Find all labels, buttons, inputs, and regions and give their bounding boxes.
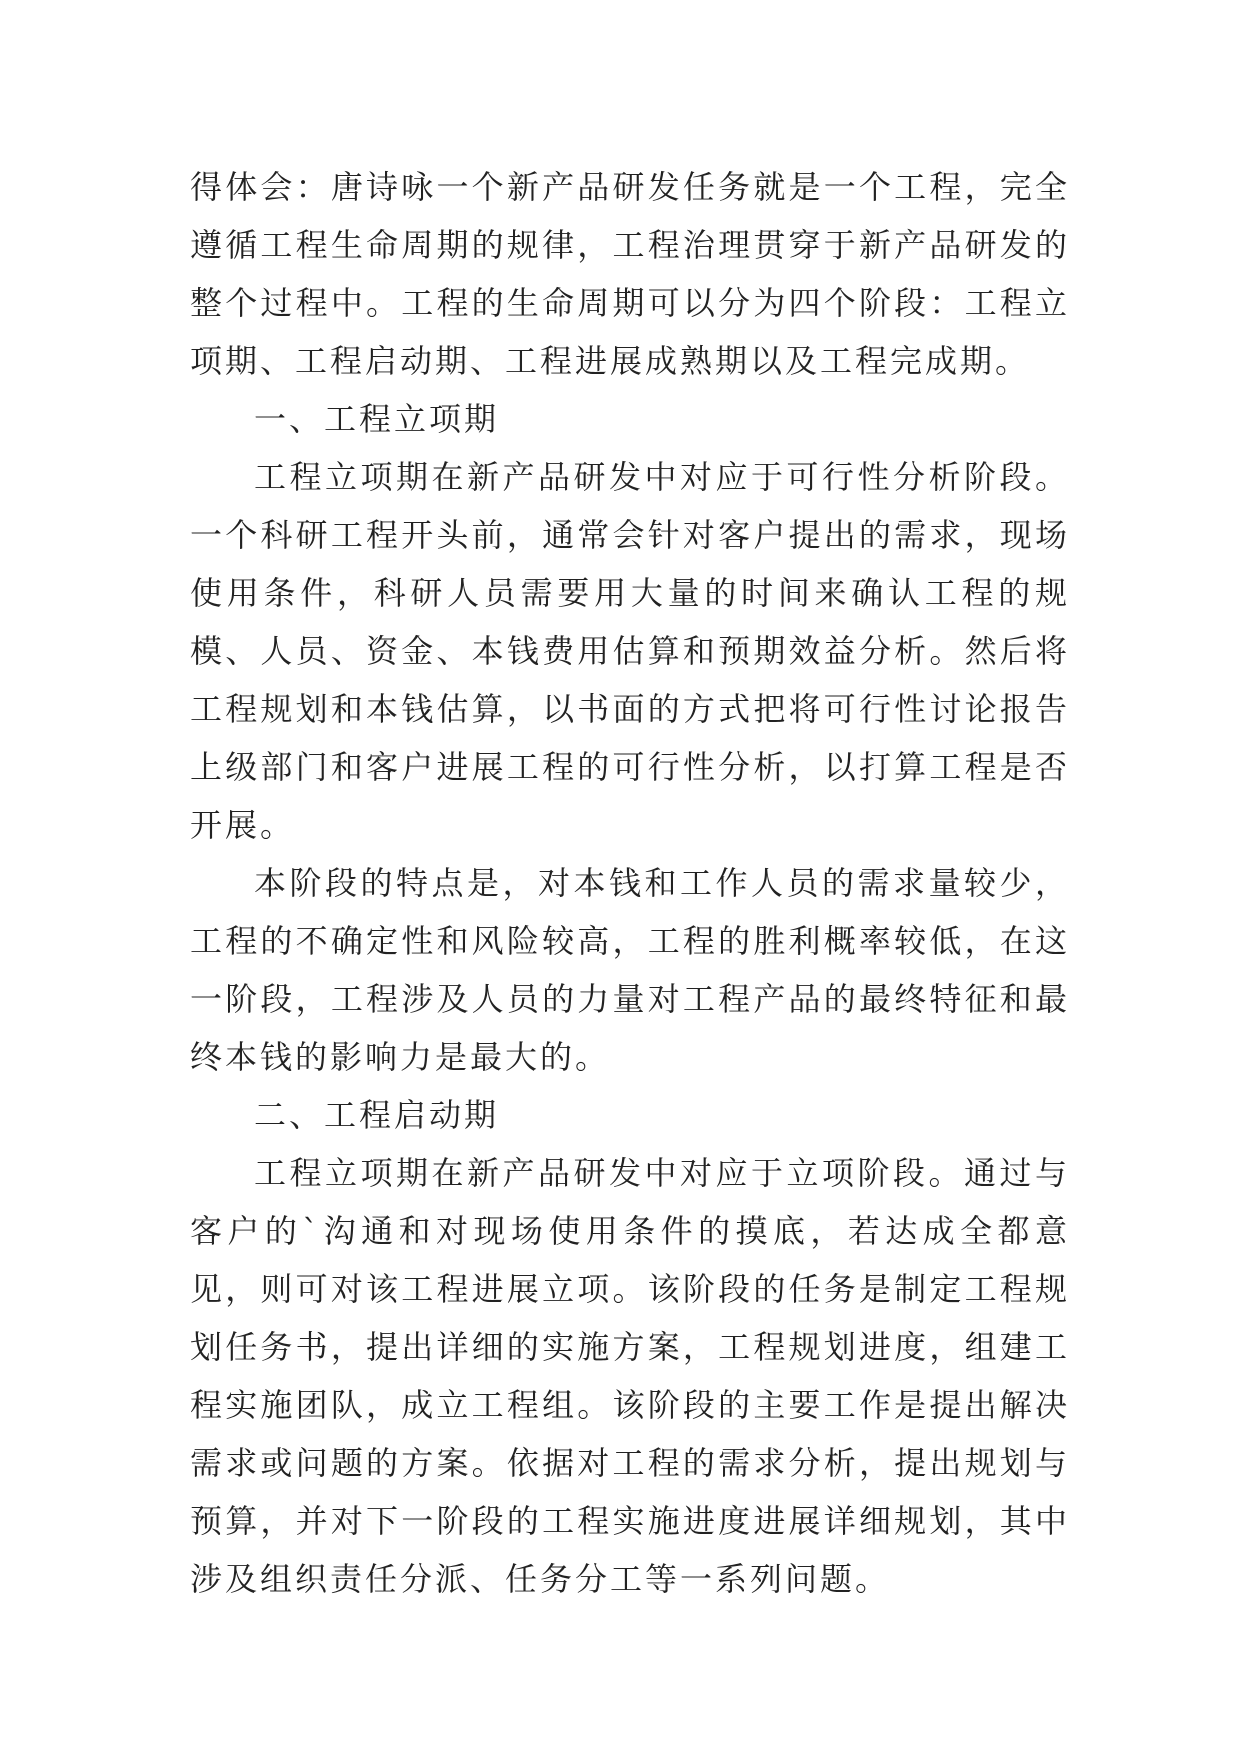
section-2-paragraph-1: 工程立项期在新产品研发中对应于立项阶段。通过与客户的`沟通和对现场使用条件的摸底，若达成全都意见，则可对该工程进展立项。该阶段的任务是制定工程规划任务书，提出详细的实施方案，工程规划进度，组建工程实施团队，成立工程组。该阶段的主要工作是提出解决需求或问题的方案。依据对工程的需求分析，提出规划与预算，并对下一阶段的工程实施进度进展详细规划，其中涉及组织责任分派、任务分工等一系列问题。 [190,1154,1070,1598]
document-body [190,158,1070,1608]
section-1-paragraph-2: 本阶段的特点是，对本钱和工作人员的需求量较少，工程的不确定性和风险较高，工程的胜利概率较低，在这一阶段，工程涉及人员的力量对工程产品的最终特征和最终本钱的影响力是最大的。 [190,864,1070,1076]
section-heading-2: 二、工程启动期 [254,1096,500,1134]
section-heading-1: 一、工程立项期 [254,400,500,438]
section-1-paragraph-1: 工程立项期在新产品研发中对应于可行性分析阶段。一个科研工程开头前，通常会针对客户提出的需求，现场使用条件，科研人员需要用大量的时间来确认工程的规模、人员、资金、本钱费用估算和预期效益分析。然后将工程规划和本钱估算，以书面的方式把将可行性讨论报告上级部门和客户进展工程的可行性分析，以打算工程是否开展。 [190,458,1070,844]
intro-paragraph: 得体会：唐诗咏一个新产品研发任务就是一个工程，完全遵循工程生命周期的规律，工程治理贯穿于新产品研发的整个过程中。工程的生命周期可以分为四个阶段：工程立项期、工程启动期、工程进展成熟期以及工程完成期。 [190,168,1070,380]
